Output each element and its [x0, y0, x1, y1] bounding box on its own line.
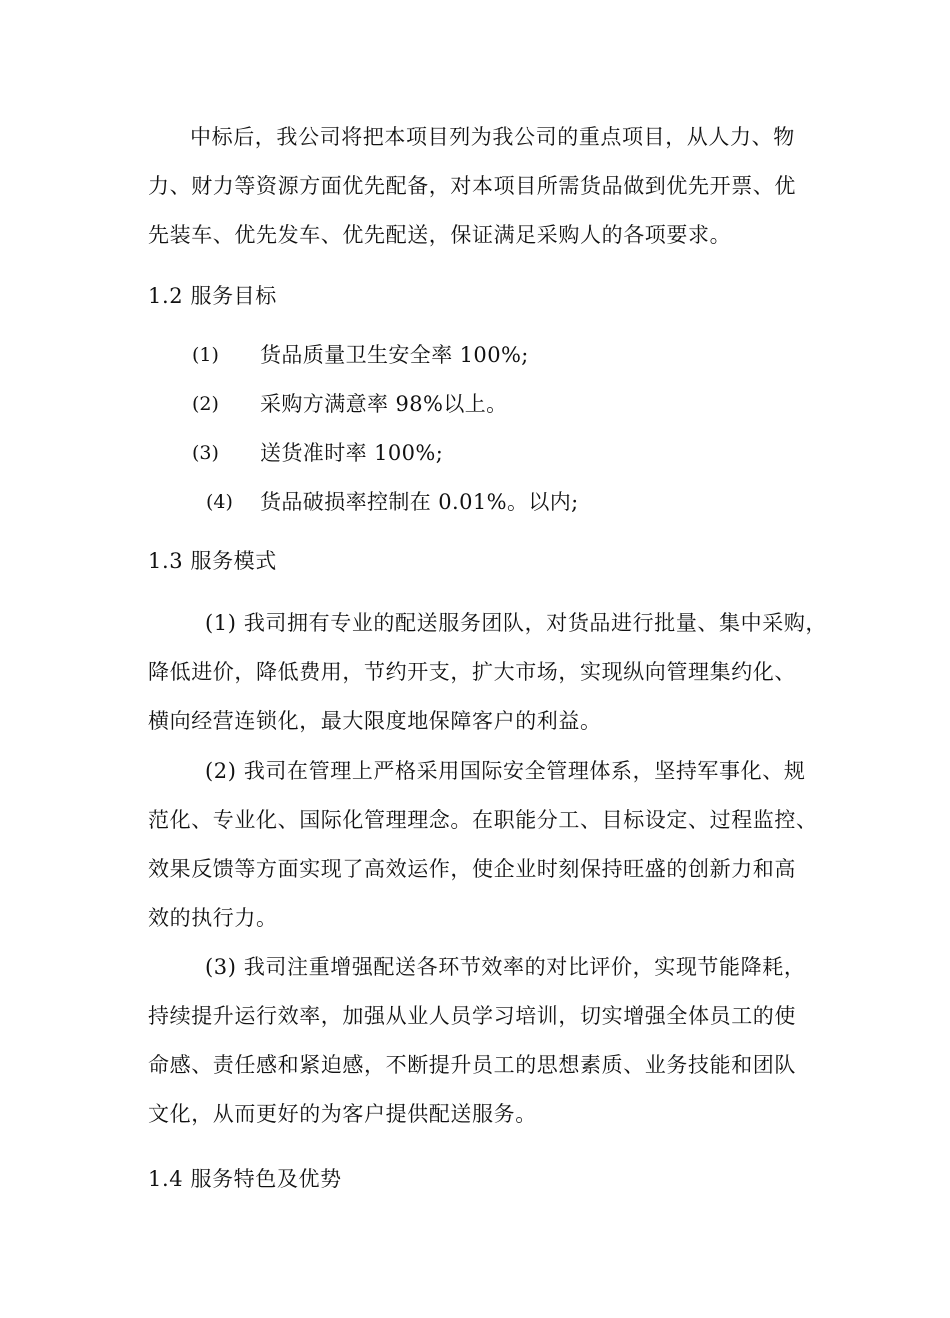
para1-line-2: 降低进价，降低费用，节约开支，扩大市场，实现纵向管理集约化、 [148, 660, 796, 684]
para1-line-1: (1) 我司拥有专业的配送服务团队，对货品进行批量、集中采购， [205, 611, 828, 635]
intro-line-1: 中标后，我公司将把本项目列为我公司的重点项目，从人力、物 [190, 125, 795, 149]
list-item-text-1: 货品质量卫生安全率 100%; [260, 343, 529, 367]
list-item-number-2: (2) [192, 393, 219, 415]
para2-line-1: (2) 我司在管理上严格采用国际安全管理体系，坚持军事化、规 [205, 759, 806, 783]
section-heading-1-2: 1.2 服务目标 [148, 284, 277, 308]
para3-line-4: 文化，从而更好的为客户提供配送服务。 [148, 1102, 537, 1126]
para3-line-3: 命感、责任感和紧迫感，不断提升员工的思想素质、业务技能和团队 [148, 1053, 796, 1077]
list-item-text-4: 货品破损率控制在 0.01%。以内; [260, 490, 579, 514]
section-heading-1-4: 1.4 服务特色及优势 [148, 1167, 342, 1191]
intro-line-2: 力、财力等资源方面优先配备，对本项目所需货品做到优先开票、优 [148, 174, 796, 198]
section-heading-1-3: 1.3 服务模式 [148, 549, 277, 573]
list-item-text-3: 送货准时率 100%; [260, 441, 444, 465]
list-item-number-4: (4) [206, 491, 233, 513]
intro-line-3: 先装车、优先发车、优先配送，保证满足采购人的各项要求。 [148, 223, 732, 247]
list-item-text-2: 采购方满意率 98%以上。 [260, 392, 508, 416]
para2-line-3: 效果反馈等方面实现了高效运作，使企业时刻保持旺盛的创新力和高 [148, 857, 796, 881]
para2-line-4: 效的执行力。 [148, 906, 278, 930]
list-item-number-1: (1) [192, 344, 219, 366]
list-item-number-3: (3) [192, 442, 219, 464]
para2-line-2: 范化、专业化、国际化管理理念。在职能分工、目标设定、过程监控、 [148, 808, 818, 832]
para1-line-3: 横向经营连锁化，最大限度地保障客户的利益。 [148, 709, 602, 733]
para3-line-2: 持续提升运行效率，加强从业人员学习培训，切实增强全体员工的使 [148, 1004, 796, 1028]
para3-line-1: (3) 我司注重增强配送各环节效率的对比评价，实现节能降耗， [205, 955, 806, 979]
